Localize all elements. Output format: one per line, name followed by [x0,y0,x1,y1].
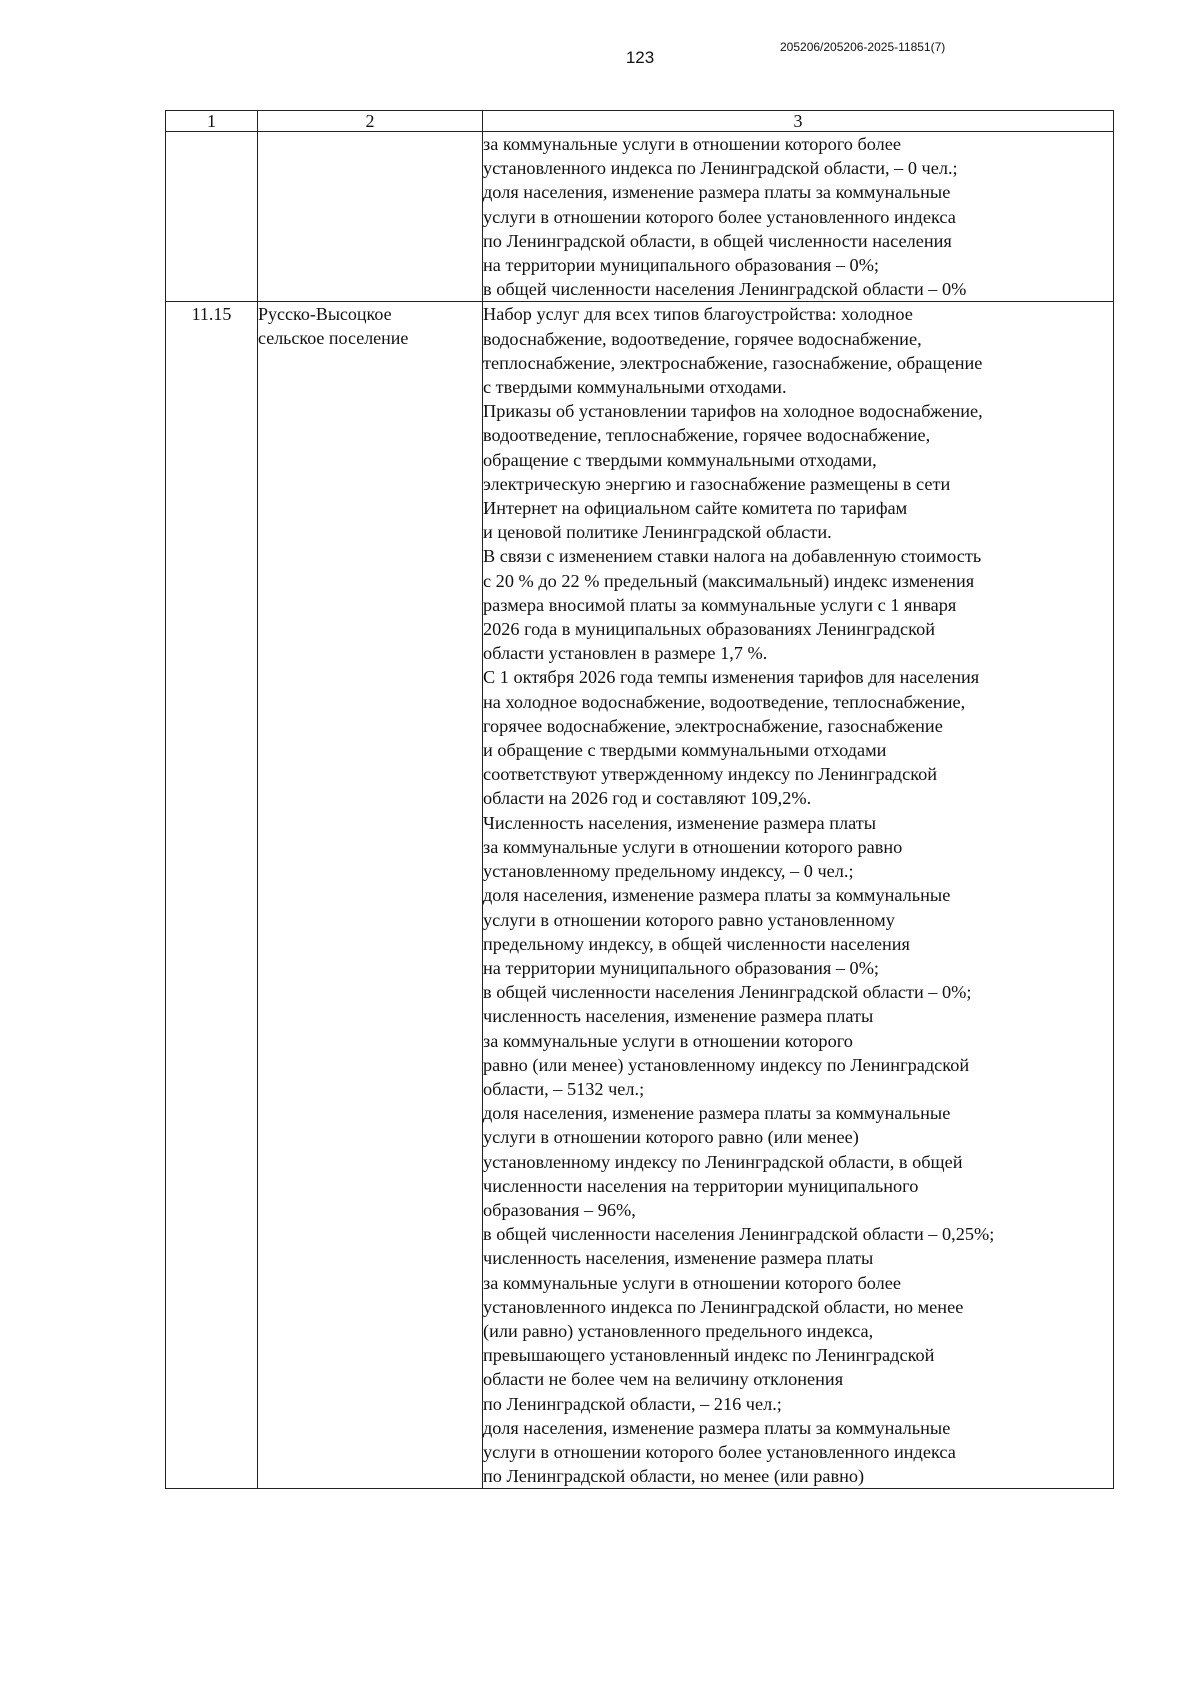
text-line: по Ленинградской области, но менее (или равно) [483,1466,865,1487]
text-line: на территории муниципального образования – 0%; [483,255,880,276]
page-number: 123 [625,48,655,67]
text-line: 2026 года в муниципальных образованиях Ленинградской [483,619,936,640]
text-line: за коммунальные услуги в отношении которого более [483,1272,902,1293]
text-line: Приказы об установлении тарифов на холодное водоснабжение, [483,401,983,422]
text-line: соответствуют утвержденному индексу по Ленинградской [483,764,938,785]
data-table [165,110,1114,1489]
text-line: установленному предельному индексу, – 0 чел.; [483,861,854,882]
text-line: доля населения, изменение размера платы за коммунальные [483,1103,951,1124]
row-lines [483,302,1113,1488]
continuation-row [166,132,1114,302]
text-line: области установлен в размере 1,7 %. [483,643,768,664]
column-header-3: 3 [483,111,1114,132]
text-line: обращение с твердыми коммунальными отходами, [483,449,877,470]
text-line: доля населения, изменение размера платы за коммунальные [483,885,951,906]
row-number: 11.15 [166,302,258,1489]
continuation-number-cell [166,132,258,302]
text-line: водоотведение, теплоснабжение, горячее водоснабжение, [483,425,931,446]
text-line: по Ленинградской области, – 216 чел.; [483,1393,782,1414]
text-line: и ценовой политике Ленинградской области. [483,522,832,543]
text-line: за коммунальные услуги в отношении которого равно [483,836,903,857]
text-line: В связи с изменением ставки налога на добавленную стоимость [483,546,982,567]
settlement-name-line-1: Русско-Высоцкое [258,304,392,325]
text-line: с 20 % до 22 % предельный (максимальный) индекс изменения [483,570,975,591]
text-line: Набор услуг для всех типов благоустройства: холодное [483,304,913,325]
settlement-name [258,302,483,1489]
text-line: на холодное водоснабжение, водоотведение, теплоснабжение, [483,691,966,712]
text-line: услуги в отношении которого равно (или менее) [483,1127,859,1148]
text-line: превышающего установленный индекс по Ленинградской [483,1345,935,1366]
text-line: водоснабжение, водоотведение, горячее водоснабжение, [483,328,922,349]
text-line: в общей численности населения Ленинградской области – 0,25%; [483,1224,995,1245]
text-line: Численность населения, изменение размера платы [483,812,877,833]
text-line: и обращение с твердыми коммунальными отходами [483,740,887,761]
settlement-name-line-2: сельское поселение [258,328,409,349]
row-text-cell [483,302,1114,1489]
text-line: с твердыми коммунальными отходами. [483,377,787,398]
text-line: теплоснабжение, электроснабжение, газоснабжение, обращение [483,352,983,373]
text-line: электрическую энергию и газоснабжение размещены в сети [483,473,951,494]
column-header-1: 1 [166,111,258,132]
text-line: услуги в отношении которого равно установленному [483,909,895,930]
text-line: по Ленинградской области, в общей численности населения [483,230,952,251]
text-line: области на 2026 год и составляют 109,2%. [483,788,812,809]
text-line: за коммунальные услуги в отношении которого более [483,134,902,154]
text-line: за коммунальные услуги в отношении которого [483,1030,853,1051]
column-header-2: 2 [258,111,483,132]
text-line: на территории муниципального образования – 0%; [483,957,880,978]
text-line: (или равно) установленного предельного индекса, [483,1320,874,1341]
text-line: области не более чем на величину отклонения [483,1369,844,1390]
text-line: равно (или менее) установленному индексу по Ленинградской [483,1054,970,1075]
table-row [166,302,1114,1489]
text-line: предельному индексу, в общей численности населения [483,933,910,954]
document-id: 205206/205206-2025-11851(7) [780,40,946,54]
text-line: размера вносимой платы за коммунальные услуги с 1 января [483,594,957,615]
text-line: области, – 5132 чел.; [483,1078,645,1099]
text-line: образования – 96%, [483,1199,636,1220]
text-line: Интернет на официальном сайте комитета по тарифам [483,498,908,519]
text-line: численности населения на территории муниципального [483,1175,919,1196]
text-line: в общей численности населения Ленинградской области – 0%; [483,982,972,1003]
text-line: установленному индексу по Ленинградской области, в общей [483,1151,963,1172]
continuation-lines [483,132,1113,301]
continuation-text-cell [483,132,1114,302]
text-line: установленного индекса по Ленинградской области, – 0 чел.; [483,158,958,179]
table-header-row [166,111,1114,132]
text-line: доля населения, изменение размера платы за коммунальные [483,182,951,203]
text-line: установленного индекса по Ленинградской области, но менее [483,1296,964,1317]
text-line: численность населения, изменение размера платы [483,1248,874,1269]
text-line: горячее водоснабжение, электроснабжение, газоснабжение [483,715,943,736]
text-line: С 1 октября 2026 года темпы изменения тарифов для населения [483,667,980,688]
text-line: в общей численности населения Ленинградской области – 0% [483,279,967,300]
text-line: доля населения, изменение размера платы за коммунальные [483,1417,951,1438]
continuation-name-cell [258,132,483,302]
text-line: численность населения, изменение размера платы [483,1006,874,1027]
text-line: услуги в отношении которого более установленного индекса [483,1441,956,1462]
text-line: услуги в отношении которого более установленного индекса [483,206,956,227]
